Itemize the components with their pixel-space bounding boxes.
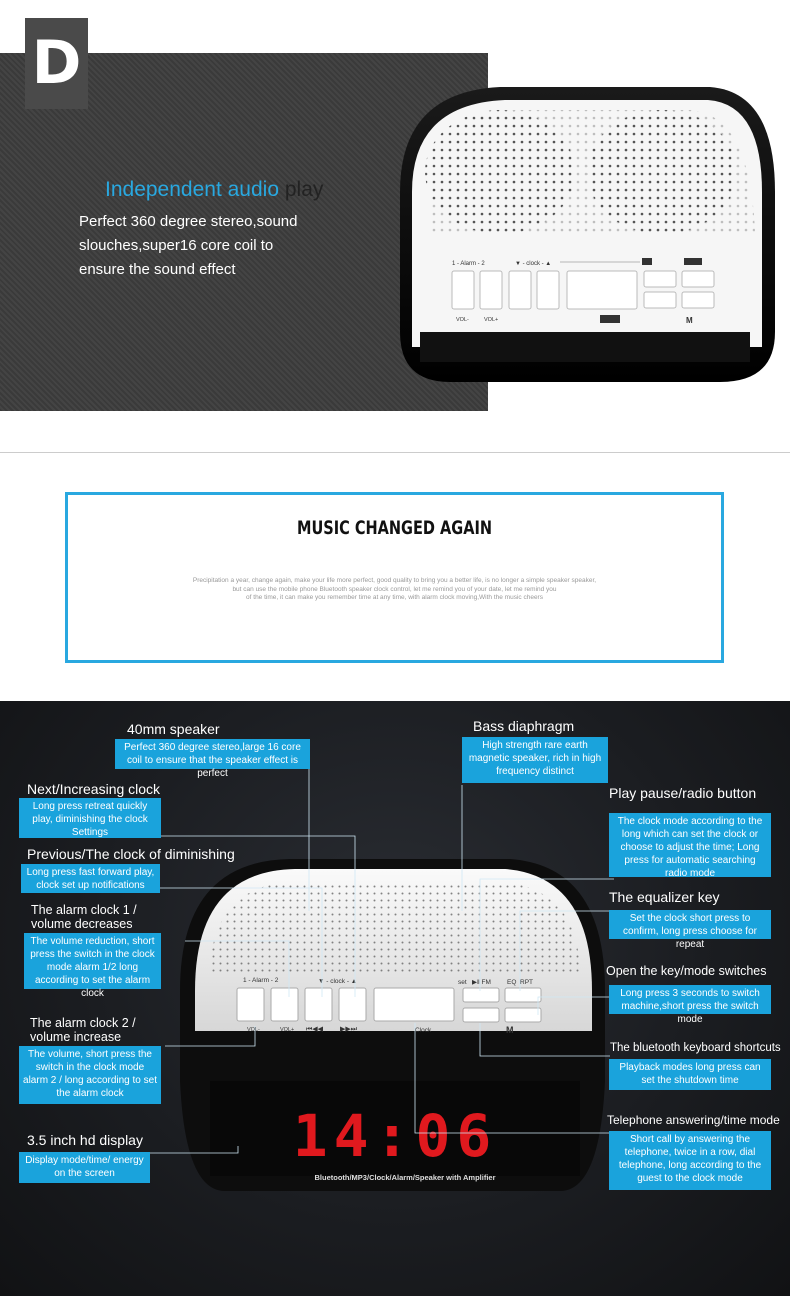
alarm-label-2: 1 - Alarm - 2 bbox=[243, 977, 279, 984]
feature-mode-desc: Long press 3 seconds to switch machine,short press the switch mode bbox=[609, 985, 771, 1014]
clock-btn-label: Clock bbox=[415, 1027, 432, 1034]
music-changed-body bbox=[128, 577, 661, 603]
led-display: 14:06 bbox=[292, 1102, 498, 1170]
feature-display-title: 3.5 inch hd display bbox=[27, 1132, 143, 1148]
eq-label: EQ bbox=[507, 979, 517, 986]
feature-next-desc: Long press retreat quickly play, diminishing the clock Settings bbox=[19, 798, 161, 838]
feature-prev-title: Previous/The clock of diminishing bbox=[27, 846, 235, 862]
alarm-label: 1 - Alarm - 2 bbox=[452, 261, 485, 267]
body-line-3: of the time, it can make you remember time at any time, with alarm clock moving,With the music cheers bbox=[246, 594, 543, 601]
eq-button[interactable] bbox=[682, 271, 714, 287]
m-label: M bbox=[686, 316, 693, 325]
feature-bt-title: The bluetooth keyboard shortcuts bbox=[610, 1042, 781, 1054]
fm-label: ▶‖ FM bbox=[472, 979, 491, 986]
feature-bass-desc: High strength rare earth magnetic speaker, rich in high frequency distinct bbox=[462, 737, 608, 783]
vol-plus-button[interactable] bbox=[480, 271, 502, 309]
feature-display-desc: Display mode/time/ energy on the screen bbox=[19, 1152, 150, 1183]
feature-alarm2-title-1: The alarm clock 2 / bbox=[30, 1016, 136, 1030]
next-button[interactable] bbox=[537, 271, 559, 309]
body-line-2: but can use the mobile phone Bluetooth speaker clock control, let me remind you of your date, let me remind you bbox=[232, 585, 557, 593]
prev-button[interactable] bbox=[509, 271, 531, 309]
prev-label: ⏮◀◀ bbox=[306, 1025, 324, 1033]
clock-label: ▼ - clock - ▲ bbox=[515, 261, 552, 267]
feature-prev-desc: Long press fast forward play, clock set up notifications bbox=[21, 864, 160, 893]
feature-alarm2-desc: The volume, short press the switch in the clock mode alarm 2 / long according to set the alarm clock bbox=[19, 1046, 161, 1104]
vol-minus-label: VOL- bbox=[456, 317, 469, 323]
music-changed-heading: MUSIC CHANGED AGAIN bbox=[296, 517, 493, 539]
vol-plus-label-2: VOL+ bbox=[280, 1027, 295, 1033]
feature-phone-desc: Short call by answering the telephone, twice in a row, dial telephone, long according to the guest to the clock mode bbox=[609, 1131, 771, 1190]
next-label: ▶▶⏭ bbox=[340, 1025, 358, 1033]
feature-mode-title: Open the key/mode switches bbox=[606, 964, 767, 978]
vol-plus-label: VOL+ bbox=[484, 317, 499, 323]
feature-speaker-desc: Perfect 360 degree stereo,large 16 core coil to ensure that the speaker effect is perfect bbox=[115, 739, 310, 769]
hero-line-3: ensure the sound effect bbox=[79, 261, 236, 278]
feature-next-title: Next/Increasing clock bbox=[27, 781, 161, 797]
rpt-label: RPT bbox=[520, 979, 533, 986]
hero-title-dark: play bbox=[284, 178, 324, 201]
feature-bass-title: Bass diaphragm bbox=[473, 718, 575, 734]
feature-eq-title: The equalizer key bbox=[609, 889, 720, 905]
hero-line-1: Perfect 360 degree stereo,sound bbox=[79, 213, 298, 230]
phone-clock-button[interactable] bbox=[567, 271, 637, 309]
hero-title bbox=[105, 178, 323, 202]
clock-label-2: ▼ - clock - ▲ bbox=[318, 978, 358, 985]
feature-bt-desc: Playback modes long press can set the shutdown time bbox=[609, 1059, 771, 1090]
vol-minus-button[interactable] bbox=[452, 271, 474, 309]
body-line-1: Precipitation a year, change again, make your life more perfect, good quality to bring you a better life, is no longer a simple speaker speaker, bbox=[192, 577, 597, 584]
music-changed-box bbox=[65, 492, 724, 663]
set-button[interactable] bbox=[644, 271, 676, 287]
feature-play-title: Play pause/radio button bbox=[609, 785, 757, 801]
vol-minus-label-2: VOL- bbox=[247, 1027, 260, 1033]
feature-alarm1-desc: The volume reduction, short press the switch in the clock mode alarm 1/2 long according to set the alarm clock bbox=[24, 933, 161, 989]
feature-phone-title: Telephone answering/time mode bbox=[607, 1113, 780, 1127]
section-badge: D bbox=[25, 18, 88, 109]
set-label: set bbox=[458, 979, 467, 986]
feature-alarm2-title-2: volume increase bbox=[30, 1030, 122, 1044]
m-label-2: M bbox=[506, 1025, 514, 1035]
hero-title-blue: Independent audio bbox=[105, 178, 279, 201]
product-image-top bbox=[390, 82, 780, 388]
device-footer: Bluetooth/MP3/Clock/Alarm/Speaker with Amplifier bbox=[314, 1173, 496, 1182]
feature-alarm1-title-2: volume decreases bbox=[31, 917, 133, 931]
hero-line-2: slouches,super16 core coil to bbox=[79, 237, 274, 254]
bluetooth-button[interactable] bbox=[644, 292, 676, 308]
feature-alarm1-title-1: The alarm clock 1 / bbox=[31, 903, 137, 917]
mode-button[interactable] bbox=[682, 292, 714, 308]
section-divider bbox=[0, 452, 790, 453]
feature-speaker-title: 40mm speaker bbox=[127, 721, 220, 737]
feature-play-desc: The clock mode according to the long which can set the clock or choose to adjust the time; Long press for automatic searching radio mode bbox=[609, 813, 771, 877]
feature-eq-desc: Set the clock short press to confirm, long press choose for repeat bbox=[609, 910, 771, 939]
